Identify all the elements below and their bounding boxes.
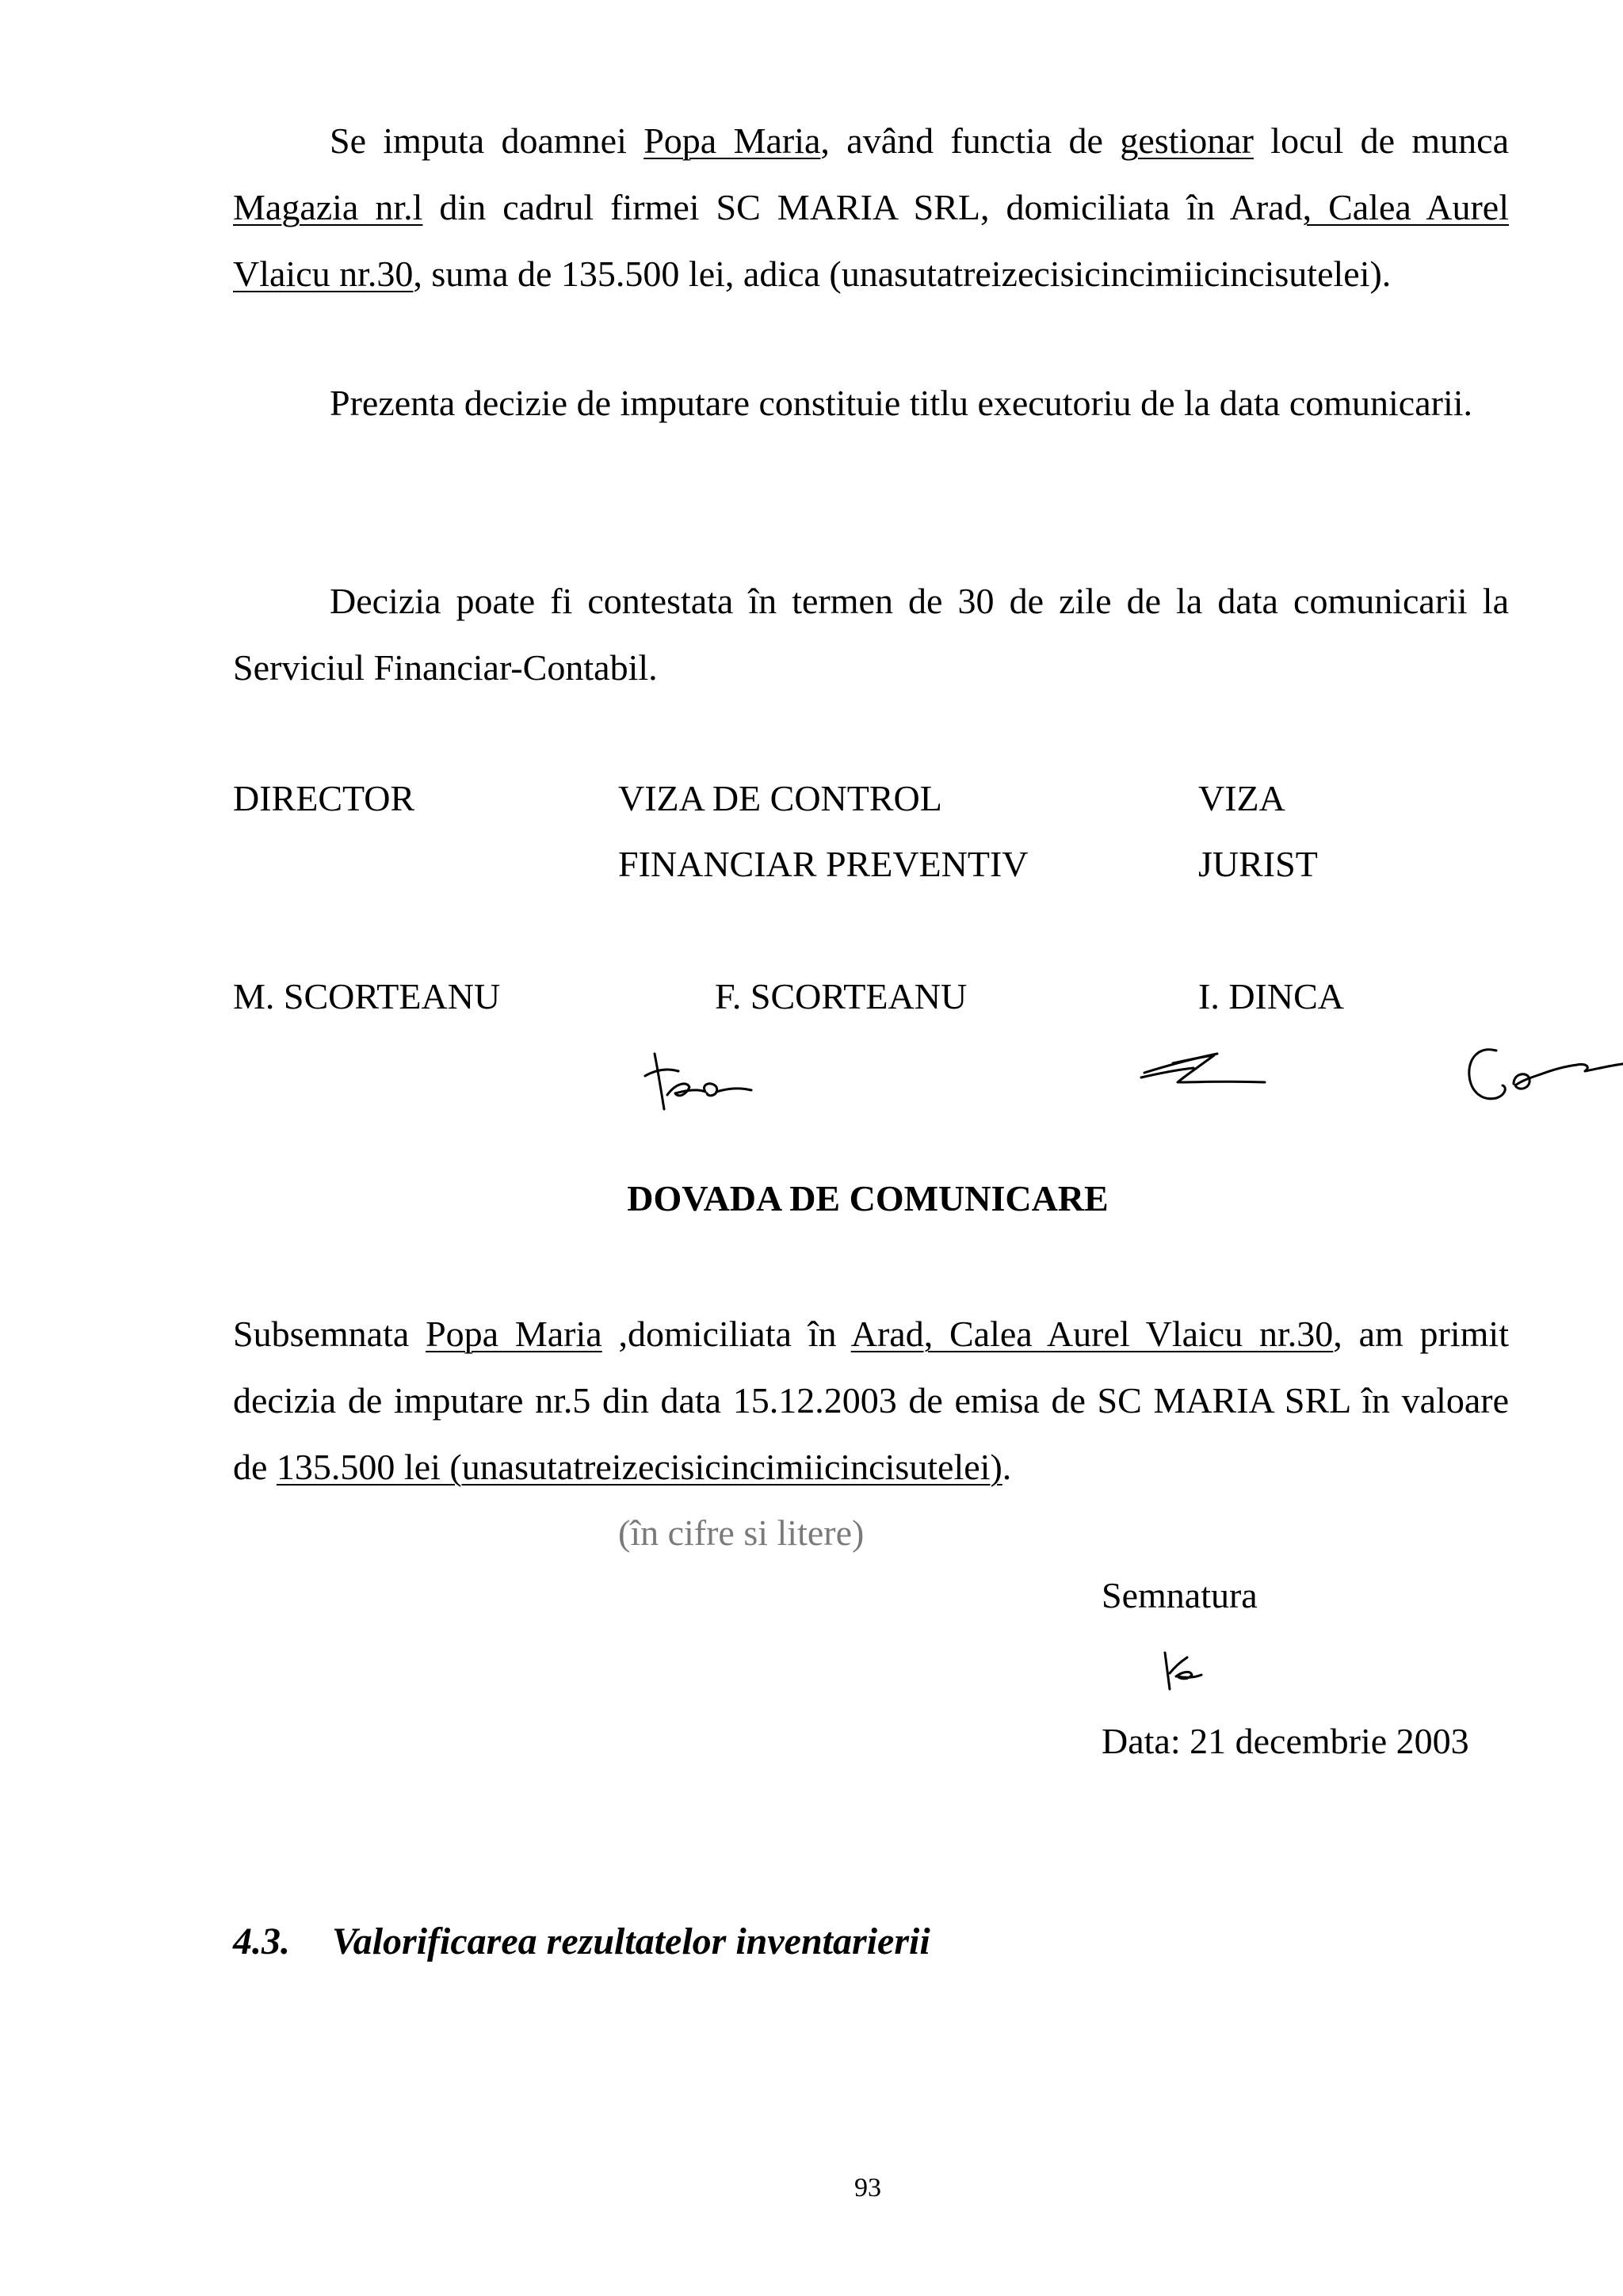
director-signature — [640, 1046, 767, 1117]
jurist-role-line2: JURIST — [1198, 844, 1318, 884]
text-segment: , având functia de — [820, 120, 1121, 161]
proof-paragraph — [233, 1301, 1509, 1501]
enforcement-text: Prezenta decizie de imputare constituie titlu executoriu de la data comunicarii. — [330, 383, 1473, 423]
proof-heading: DOVADA DE COMUNICARE — [627, 1178, 1109, 1219]
director-role: DIRECTOR — [233, 778, 415, 818]
director-name: M. SCORTEANU — [233, 976, 501, 1016]
employee-address: , Calea Aurel Vlaicu nr.30 — [233, 187, 1509, 294]
control-role-line1: VIZA DE CONTROL — [618, 778, 942, 818]
page-number: 93 — [854, 2173, 881, 2203]
signature-label: Semnatura — [1102, 1575, 1258, 1615]
appeal-paragraph — [233, 568, 1509, 701]
jurist-role-line1: VIZA — [1198, 778, 1285, 818]
text-segment: . — [1002, 1447, 1012, 1487]
text-segment: Se imputa doamnei — [330, 120, 644, 161]
section-heading — [233, 1920, 930, 1963]
appeal-text: Decizia poate fi contestata în termen de 30 de zile de la data comunicarii la Serviciul Financiar-Contabil. — [233, 581, 1509, 688]
control-signature — [1138, 1044, 1281, 1092]
employee-function: gestionar — [1120, 120, 1254, 161]
text-segment: , suma de 135.500 lei, adica (unasutatreizecisicincimiicincisutelei). — [413, 254, 1392, 294]
recipient-address: Arad, Calea Aurel Vlaicu nr.30 — [850, 1314, 1334, 1354]
section-number: 4.3. — [233, 1920, 290, 1962]
imputed-amount: 135.500 lei (unasutatreizecisicincimiicincisutelei) — [276, 1447, 1002, 1487]
section-title: Valorificarea rezultatelor inventarierii — [332, 1920, 930, 1962]
imputation-paragraph — [233, 108, 1509, 307]
jurist-signature — [1458, 1039, 1623, 1127]
text-segment: locul de munca — [1253, 120, 1510, 161]
workplace: Magazia nr.l — [233, 187, 423, 227]
enforcement-paragraph — [233, 370, 1509, 437]
text-segment: Subsemnata — [233, 1314, 426, 1354]
control-role-line2: FINANCIAR PREVENTIV — [618, 844, 1029, 884]
recipient-signature — [1154, 1648, 1209, 1695]
text-segment: ,domiciliata în — [601, 1314, 851, 1354]
control-name: F. SCORTEANU — [715, 976, 968, 1016]
communication-date: Data: 21 decembrie 2003 — [1102, 1721, 1469, 1761]
text-segment: , am primit decizia de imputare nr.5 din data 15.12.2003 de emisa de SC MARIA SRL în valoare de — [233, 1314, 1509, 1487]
recipient-name: Popa Maria — [426, 1314, 602, 1354]
employee-name: Popa Maria — [643, 120, 821, 161]
jurist-name: I. DINCA — [1198, 976, 1344, 1016]
amount-hint: (în cifre si litere) — [618, 1512, 865, 1553]
text-segment: din cadrul firmei SC MARIA SRL, domiciliata în Arad — [422, 187, 1303, 227]
